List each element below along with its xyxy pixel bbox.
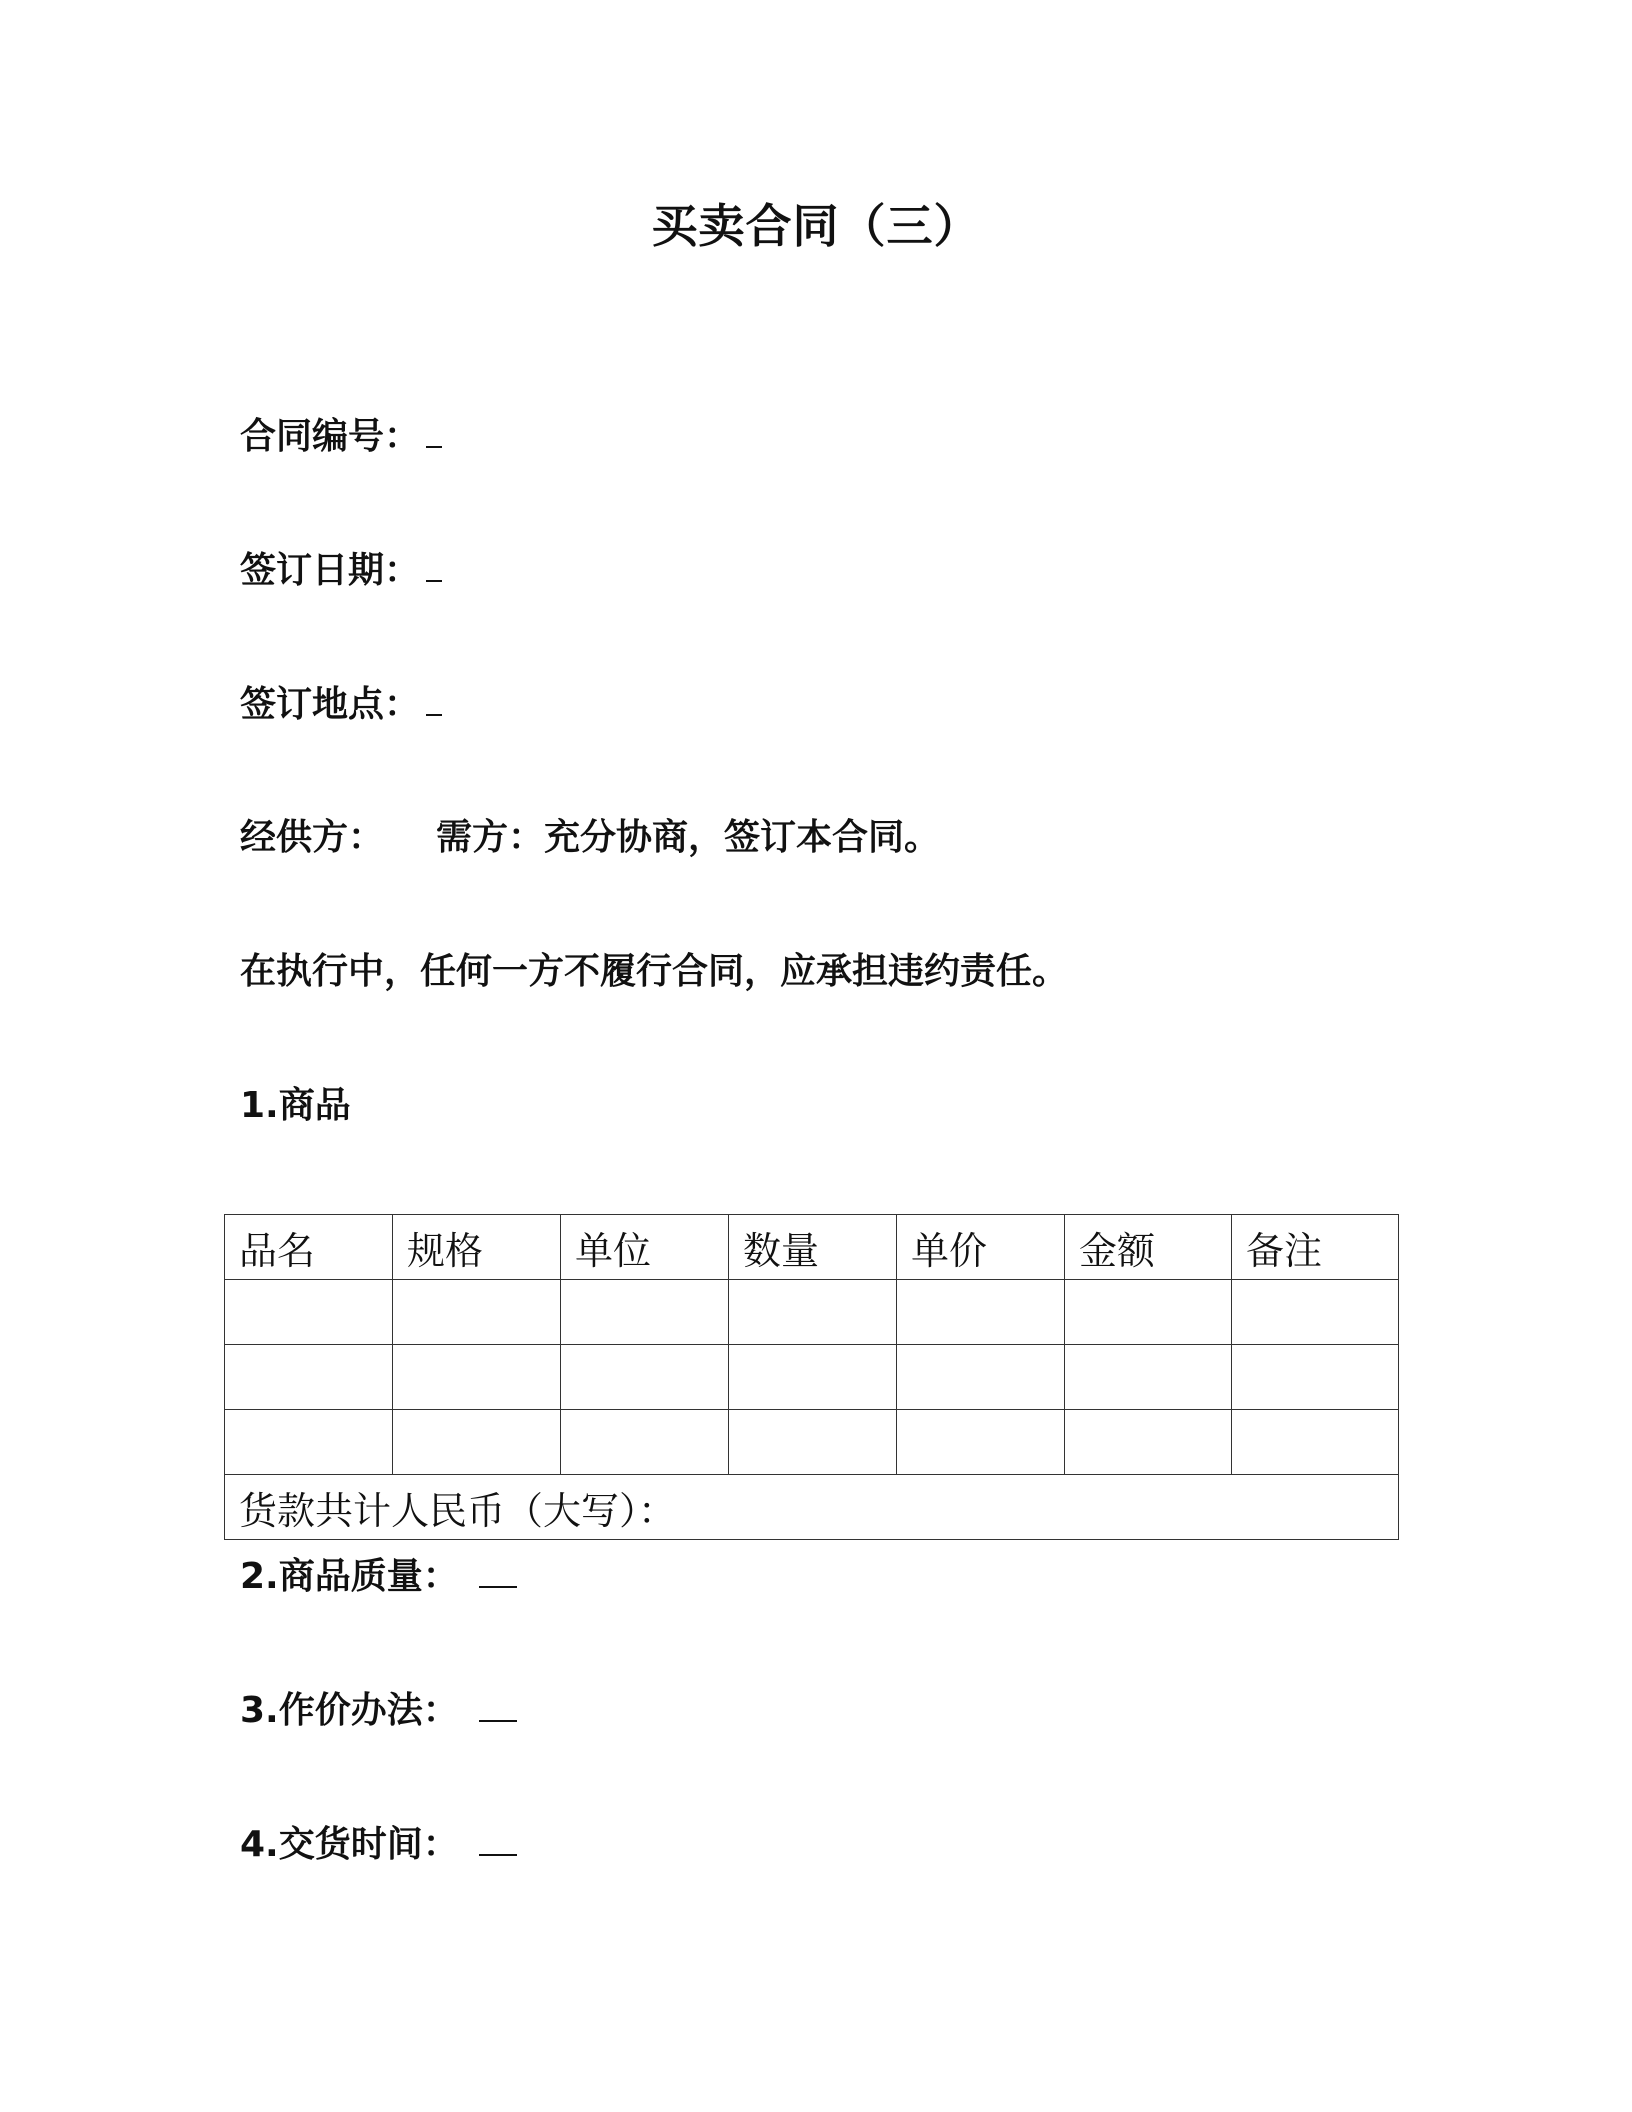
section-2-line <box>240 1552 517 1601</box>
table-row <box>225 1410 1399 1475</box>
table-cell <box>729 1345 897 1410</box>
sign-place-blank <box>426 680 442 716</box>
supplier-label: 经供方： <box>240 817 385 858</box>
contract-number-blank <box>426 412 442 448</box>
section-1-heading: 1.商品 <box>240 1085 351 1126</box>
table-cell <box>1232 1410 1399 1475</box>
table-header-cell: 单位 <box>561 1215 729 1280</box>
section-4-line <box>240 1820 517 1869</box>
buyer-text: 需方：充分协商，签订本合同。 <box>436 817 941 858</box>
section-4-label: 4.交货时间： <box>240 1824 459 1865</box>
table-cell <box>225 1345 393 1410</box>
table-header-cell: 数量 <box>729 1215 897 1280</box>
table-cell <box>561 1280 729 1345</box>
breach-clause: 在执行中，任何一方不履行合同，应承担违约责任。 <box>240 951 1069 992</box>
sign-date-label: 签订日期： <box>240 550 421 591</box>
parties-line <box>240 814 940 862</box>
table-cell <box>393 1410 561 1475</box>
sign-place-line <box>240 680 442 729</box>
sign-date-line <box>240 546 442 595</box>
table-cell <box>561 1345 729 1410</box>
table-cell <box>225 1410 393 1475</box>
contract-number-line <box>240 412 442 461</box>
section-3-blank <box>479 1686 517 1722</box>
sign-place-label: 签订地点： <box>240 684 421 725</box>
table-row <box>225 1345 1399 1410</box>
section-2-label: 2.商品质量： <box>240 1556 459 1597</box>
table-cell <box>729 1410 897 1475</box>
table-cell <box>1232 1280 1399 1345</box>
goods-table <box>224 1214 1399 1540</box>
table-header-cell: 规格 <box>393 1215 561 1280</box>
contract-number-label: 合同编号： <box>240 416 421 457</box>
page-title: 买卖合同（三） <box>651 199 981 253</box>
table-cell <box>561 1410 729 1475</box>
table-header-cell: 单价 <box>897 1215 1065 1280</box>
table-cell <box>897 1345 1065 1410</box>
table-header-cell: 金额 <box>1065 1215 1232 1280</box>
table-cell <box>897 1280 1065 1345</box>
section-2-blank <box>479 1552 517 1588</box>
table-cell <box>393 1280 561 1345</box>
table-header-cell: 备注 <box>1232 1215 1399 1280</box>
total-amount-label: 货款共计人民币（大写）： <box>225 1475 1399 1540</box>
section-3-line <box>240 1686 517 1735</box>
table-cell <box>225 1280 393 1345</box>
table-cell <box>1065 1280 1232 1345</box>
section-3-label: 3.作价办法： <box>240 1690 459 1731</box>
table-cell <box>729 1280 897 1345</box>
section-4-blank <box>479 1820 517 1856</box>
table-header-row <box>225 1215 1399 1280</box>
table-row <box>225 1280 1399 1345</box>
table-cell <box>393 1345 561 1410</box>
table-cell <box>1065 1345 1232 1410</box>
table-total-row <box>225 1475 1399 1540</box>
sign-date-blank <box>426 546 442 582</box>
table-cell <box>1232 1345 1399 1410</box>
table-cell <box>1065 1410 1232 1475</box>
table-cell <box>897 1410 1065 1475</box>
table-header-cell: 品名 <box>225 1215 393 1280</box>
